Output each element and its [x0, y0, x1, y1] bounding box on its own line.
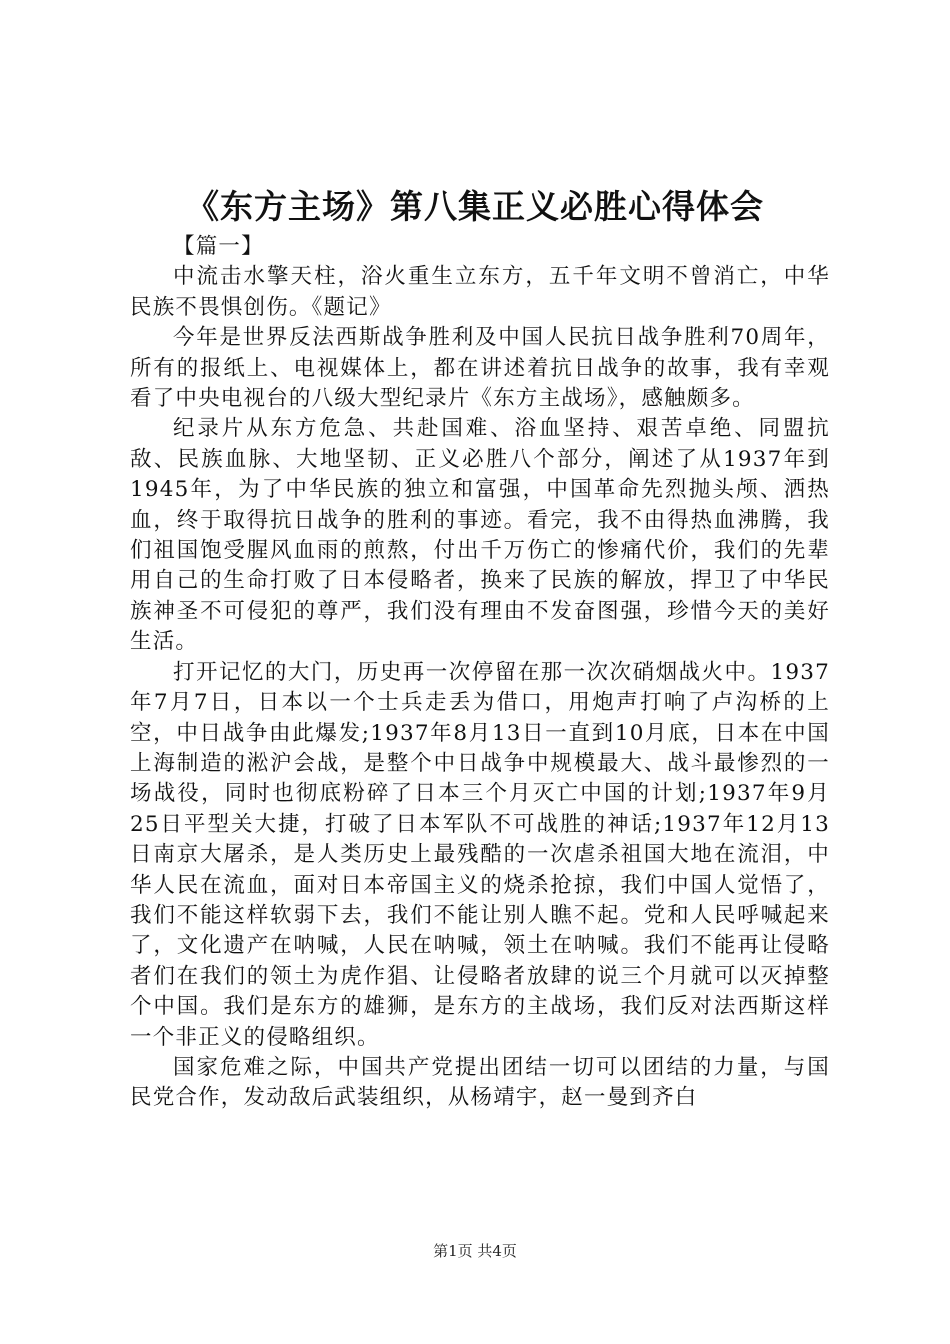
- paragraph-intro: 今年是世界反法西斯战争胜利及中国人民抗日战争胜利70周年，所有的报纸上、电视媒体上，都在讲述着抗日战争的故事，我有幸观看了中央电视台的八级大型纪录片《东方主战场》，感触颇多。: [130, 325, 830, 412]
- paragraph-history: 打开记忆的大门，历史再一次停留在那一次次硝烟战火中。1937年7月7日，日本以一个士兵走丢为借口，用炮声打响了卢沟桥的上空，中日战争由此爆发;1937年8月13日一直到10月底，日本在中国上海制造的淞沪会战，是整个中日战争中规模最大、战斗最惨烈的一场战役，同时也彻底粉碎了日本三个月灭亡中国的计划;1937年9月25日平型关大捷，打破了日本军队不可战胜的神话;1937年12月13日南京大屠杀，是人类历史上最残酷的一次虐杀祖国大地在流泪，中华人民在流血，面对日本帝国主义的烧杀抢掠，我们中国人觉悟了，我们不能这样软弱下去，我们不能让别人瞧不起。党和人民呼喊起来了，文化遗产在呐喊，人民在呐喊，领土在呐喊。我们不能再让侵略者们在我们的领土为虎作猖、让侵略者放肆的说三个月就可以灭掉整个中国。我们是东方的雄狮，是东方的主战场，我们反对法西斯这样一个非正义的侵略组织。: [130, 659, 830, 1050]
- section-label: 【篇一】: [173, 234, 264, 259]
- page-footer: 第1页 共4页: [433, 1242, 517, 1260]
- paragraph-documentary-summary: 纪录片从东方危急、共赴国难、浴血坚持、艰苦卓绝、同盟抗敌、民族血脉、大地坚韧、正义必胜八个部分，阐述了从1937年到1945年，为了中华民族的独立和富强，中国革命先烈抛头颅、洒热血，终于取得抗日战争的胜利的事迹。看完，我不由得热血沸腾，我们祖国饱受腥风血雨的煎熬，付出千万伤亡的惨痛代价，我们的先辈用自己的生命打败了日本侵略者，换来了民族的解放，捍卫了中华民族神圣不可侵犯的尊严，我们没有理由不发奋图强，珍惜今天的美好生活。: [130, 416, 830, 655]
- paragraph-epigraph: 中流击水擎天柱，浴火重生立东方，五千年文明不曾消亡，中华民族不畏惧创伤。《题记》: [130, 264, 830, 320]
- document-title: 《东方主场》第八集正义必胜心得体会: [186, 187, 764, 226]
- document-body: [130, 232, 830, 1114]
- paragraph-united-front: 国家危难之际，中国共产党提出团结一切可以团结的力量，与国民党合作，发动敌后武装组织，从杨靖宇，赵一曼到齐白: [130, 1054, 830, 1111]
